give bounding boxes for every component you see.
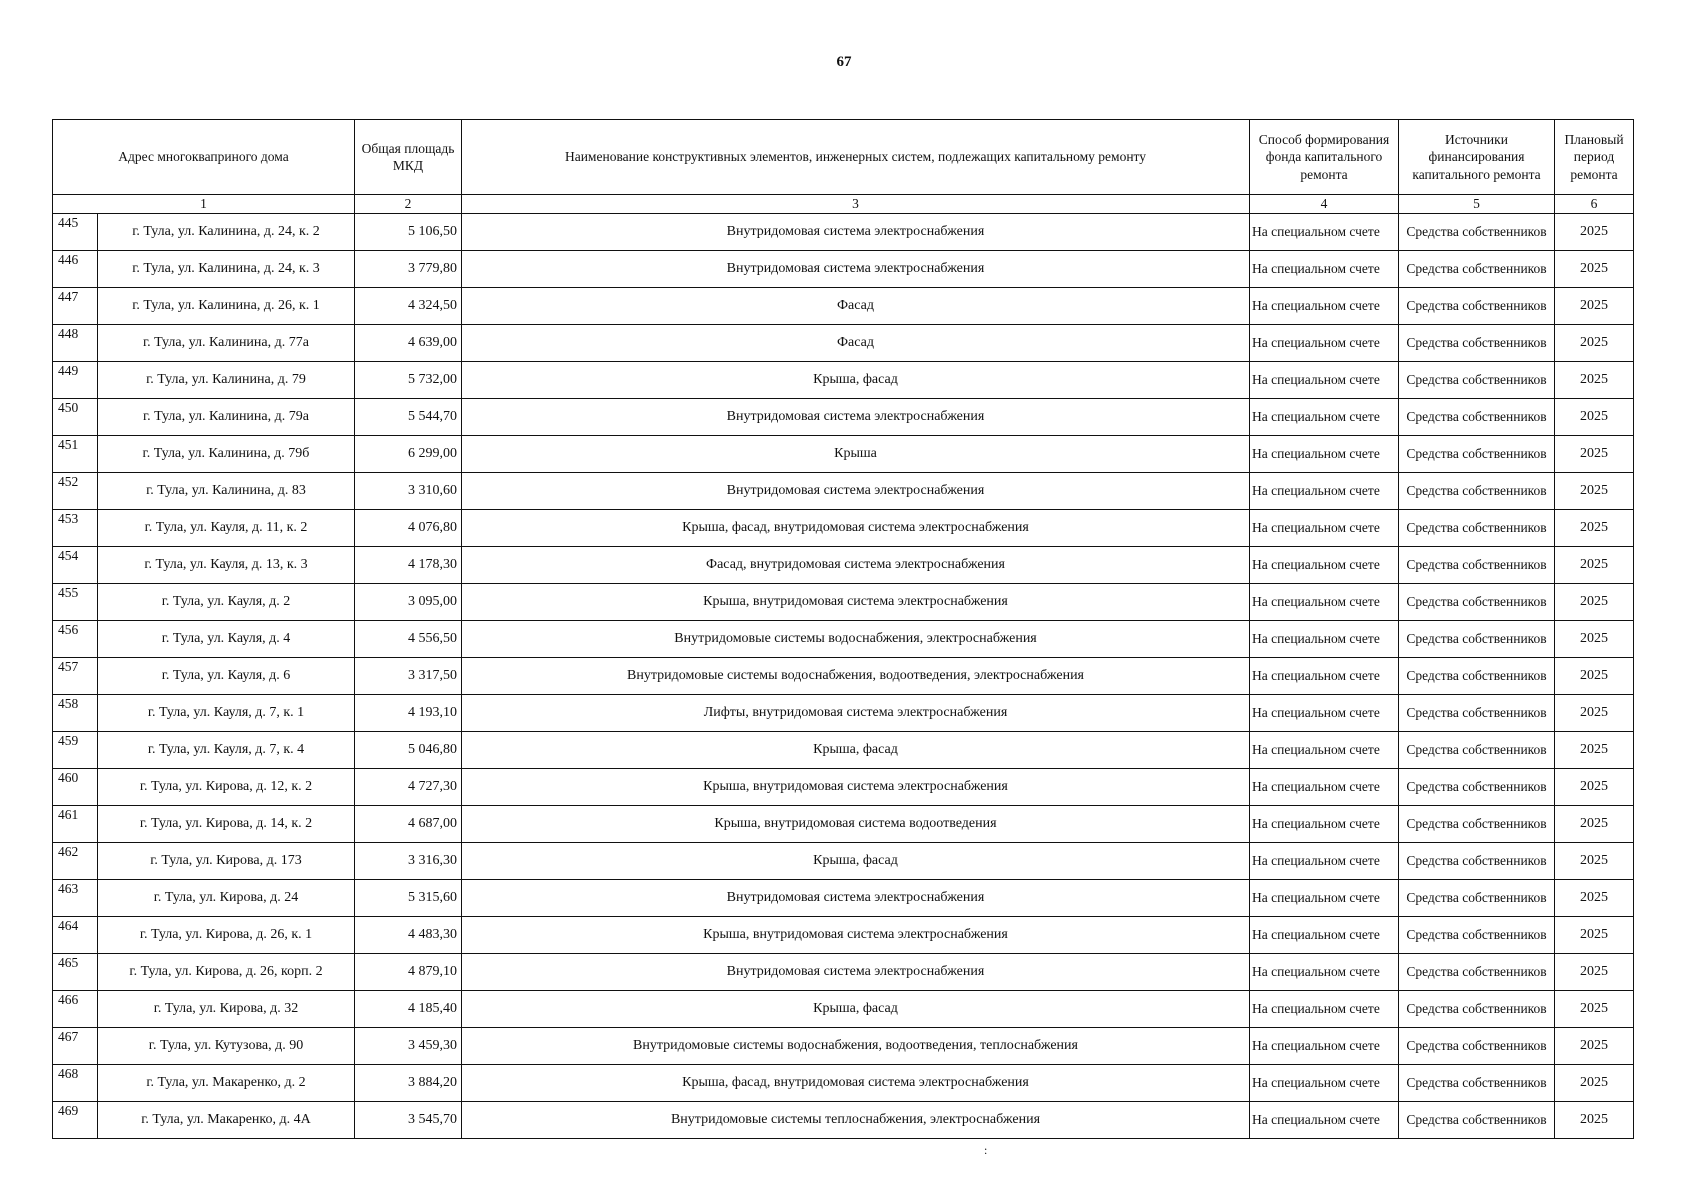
row-number: 467 <box>53 1028 98 1065</box>
row-number: 460 <box>53 769 98 806</box>
table-row <box>53 1065 1634 1102</box>
area-cell: 5 046,80 <box>355 732 462 769</box>
elements-cell: Внутридомовые системы водоснабжения, водоотведения, электроснабжения <box>462 658 1250 695</box>
funding-source-cell: Средства собственников <box>1399 362 1555 399</box>
period-cell: 2025 <box>1555 399 1634 436</box>
column-number: 4 <box>1250 195 1399 214</box>
elements-cell: Внутридомовые системы водоснабжения, водоотведения, теплоснабжения <box>462 1028 1250 1065</box>
address-cell: г. Тула, ул. Калинина, д. 79 <box>98 362 355 399</box>
funding-source-cell: Средства собственников <box>1399 917 1555 954</box>
area-cell: 4 185,40 <box>355 991 462 1028</box>
row-number: 447 <box>53 288 98 325</box>
column-number: 6 <box>1555 195 1634 214</box>
table-row <box>53 288 1634 325</box>
elements-cell: Крыша, фасад <box>462 732 1250 769</box>
funding-method-cell: На специальном счете <box>1250 1028 1399 1065</box>
elements-cell: Внутридомовая система электроснабжения <box>462 251 1250 288</box>
table-row <box>53 325 1634 362</box>
funding-source-cell: Средства собственников <box>1399 288 1555 325</box>
funding-method-cell: На специальном счете <box>1250 436 1399 473</box>
period-cell: 2025 <box>1555 325 1634 362</box>
address-cell: г. Тула, ул. Кауля, д. 7, к. 4 <box>98 732 355 769</box>
row-number: 459 <box>53 732 98 769</box>
address-cell: г. Тула, ул. Макаренко, д. 2 <box>98 1065 355 1102</box>
area-cell: 4 879,10 <box>355 954 462 991</box>
area-cell: 4 193,10 <box>355 695 462 732</box>
column-number: 1 <box>53 195 355 214</box>
funding-method-cell: На специальном счете <box>1250 1065 1399 1102</box>
column-number: 3 <box>462 195 1250 214</box>
elements-cell: Фасад <box>462 325 1250 362</box>
period-cell: 2025 <box>1555 1102 1634 1139</box>
table-row <box>53 399 1634 436</box>
address-cell: г. Тула, ул. Кирова, д. 14, к. 2 <box>98 806 355 843</box>
funding-method-cell: На специальном счете <box>1250 584 1399 621</box>
funding-method-cell: На специальном счете <box>1250 473 1399 510</box>
funding-method-cell: На специальном счете <box>1250 251 1399 288</box>
column-number-row <box>53 195 1634 214</box>
elements-cell: Внутридомовые системы теплоснабжения, электроснабжения <box>462 1102 1250 1139</box>
address-cell: г. Тула, ул. Кауля, д. 7, к. 1 <box>98 695 355 732</box>
funding-method-cell: На специальном счете <box>1250 769 1399 806</box>
header-row <box>53 120 1634 195</box>
elements-cell: Лифты, внутридомовая система электроснабжения <box>462 695 1250 732</box>
elements-cell: Фасад <box>462 288 1250 325</box>
address-cell: г. Тула, ул. Кауля, д. 13, к. 3 <box>98 547 355 584</box>
table-row <box>53 732 1634 769</box>
funding-source-cell: Средства собственников <box>1399 251 1555 288</box>
row-number: 461 <box>53 806 98 843</box>
funding-source-cell: Средства собственников <box>1399 399 1555 436</box>
funding-source-cell: Средства собственников <box>1399 547 1555 584</box>
funding-source-cell: Средства собственников <box>1399 880 1555 917</box>
row-number: 452 <box>53 473 98 510</box>
table-row <box>53 547 1634 584</box>
table-row <box>53 880 1634 917</box>
elements-cell: Крыша, фасад <box>462 991 1250 1028</box>
funding-method-cell: На специальном счете <box>1250 806 1399 843</box>
row-number: 454 <box>53 547 98 584</box>
area-cell: 3 459,30 <box>355 1028 462 1065</box>
area-cell: 4 639,00 <box>355 325 462 362</box>
elements-cell: Крыша, фасад <box>462 362 1250 399</box>
period-cell: 2025 <box>1555 806 1634 843</box>
elements-cell: Крыша, фасад, внутридомовая система электроснабжения <box>462 1065 1250 1102</box>
period-cell: 2025 <box>1555 1028 1634 1065</box>
funding-source-cell: Средства собственников <box>1399 954 1555 991</box>
address-cell: г. Тула, ул. Калинина, д. 79б <box>98 436 355 473</box>
funding-source-cell: Средства собственников <box>1399 732 1555 769</box>
period-cell: 2025 <box>1555 436 1634 473</box>
funding-source-cell: Средства собственников <box>1399 1065 1555 1102</box>
header-method: Способ формирования фонда капитального ремонта <box>1250 120 1399 195</box>
address-cell: г. Тула, ул. Кауля, д. 2 <box>98 584 355 621</box>
area-cell: 4 727,30 <box>355 769 462 806</box>
period-cell: 2025 <box>1555 880 1634 917</box>
table-row <box>53 769 1634 806</box>
table-row <box>53 584 1634 621</box>
table-row <box>53 991 1634 1028</box>
address-cell: г. Тула, ул. Кирова, д. 12, к. 2 <box>98 769 355 806</box>
column-number: 5 <box>1399 195 1555 214</box>
table-row <box>53 954 1634 991</box>
funding-method-cell: На специальном счете <box>1250 399 1399 436</box>
period-cell: 2025 <box>1555 362 1634 399</box>
table-row <box>53 214 1634 251</box>
area-cell: 4 076,80 <box>355 510 462 547</box>
header-sources: Источники финансирования капитального ремонта <box>1399 120 1555 195</box>
area-cell: 4 324,50 <box>355 288 462 325</box>
address-cell: г. Тула, ул. Калинина, д. 24, к. 3 <box>98 251 355 288</box>
funding-source-cell: Средства собственников <box>1399 621 1555 658</box>
elements-cell: Крыша, внутридомовая система электроснабжения <box>462 917 1250 954</box>
elements-cell: Крыша, фасад <box>462 843 1250 880</box>
address-cell: г. Тула, ул. Кутузова, д. 90 <box>98 1028 355 1065</box>
area-cell: 3 316,30 <box>355 843 462 880</box>
funding-source-cell: Средства собственников <box>1399 214 1555 251</box>
table-row <box>53 251 1634 288</box>
header-elements: Наименование конструктивных элементов, инженерных систем, подлежащих капитальному ремонту <box>462 120 1250 195</box>
table-row <box>53 473 1634 510</box>
period-cell: 2025 <box>1555 843 1634 880</box>
row-number: 469 <box>53 1102 98 1139</box>
table-row <box>53 917 1634 954</box>
period-cell: 2025 <box>1555 1065 1634 1102</box>
funding-method-cell: На специальном счете <box>1250 991 1399 1028</box>
row-number: 463 <box>53 880 98 917</box>
row-number: 448 <box>53 325 98 362</box>
address-cell: г. Тула, ул. Калинина, д. 26, к. 1 <box>98 288 355 325</box>
period-cell: 2025 <box>1555 732 1634 769</box>
row-number: 446 <box>53 251 98 288</box>
area-cell: 3 310,60 <box>355 473 462 510</box>
header-area: Общая площадь МКД <box>355 120 462 195</box>
period-cell: 2025 <box>1555 917 1634 954</box>
funding-source-cell: Средства собственников <box>1399 991 1555 1028</box>
area-cell: 4 178,30 <box>355 547 462 584</box>
funding-source-cell: Средства собственников <box>1399 1102 1555 1139</box>
address-cell: г. Тула, ул. Калинина, д. 83 <box>98 473 355 510</box>
period-cell: 2025 <box>1555 214 1634 251</box>
row-number: 450 <box>53 399 98 436</box>
funding-source-cell: Средства собственников <box>1399 510 1555 547</box>
funding-source-cell: Средства собственников <box>1399 695 1555 732</box>
address-cell: г. Тула, ул. Кауля, д. 11, к. 2 <box>98 510 355 547</box>
table-row <box>53 843 1634 880</box>
funding-source-cell: Средства собственников <box>1399 769 1555 806</box>
area-cell: 4 483,30 <box>355 917 462 954</box>
address-cell: г. Тула, ул. Калинина, д. 24, к. 2 <box>98 214 355 251</box>
address-cell: г. Тула, ул. Кауля, д. 4 <box>98 621 355 658</box>
elements-cell: Фасад, внутридомовая система электроснабжения <box>462 547 1250 584</box>
area-cell: 4 556,50 <box>355 621 462 658</box>
elements-cell: Внутридомовая система электроснабжения <box>462 473 1250 510</box>
elements-cell: Крыша, внутридомовая система водоотведения <box>462 806 1250 843</box>
period-cell: 2025 <box>1555 510 1634 547</box>
funding-method-cell: На специальном счете <box>1250 1102 1399 1139</box>
row-number: 456 <box>53 621 98 658</box>
repair-schedule-table <box>52 119 1634 1139</box>
address-cell: г. Тула, ул. Калинина, д. 79а <box>98 399 355 436</box>
elements-cell: Внутридомовая система электроснабжения <box>462 214 1250 251</box>
funding-method-cell: На специальном счете <box>1250 954 1399 991</box>
elements-cell: Внутридомовая система электроснабжения <box>462 399 1250 436</box>
address-cell: г. Тула, ул. Кирова, д. 24 <box>98 880 355 917</box>
area-cell: 5 315,60 <box>355 880 462 917</box>
table-row <box>53 806 1634 843</box>
row-number: 445 <box>53 214 98 251</box>
elements-cell: Внутридомовая система электроснабжения <box>462 954 1250 991</box>
address-cell: г. Тула, ул. Кирова, д. 26, корп. 2 <box>98 954 355 991</box>
area-cell: 3 095,00 <box>355 584 462 621</box>
address-cell: г. Тула, ул. Калинина, д. 77а <box>98 325 355 362</box>
funding-method-cell: На специальном счете <box>1250 917 1399 954</box>
period-cell: 2025 <box>1555 695 1634 732</box>
elements-cell: Внутридомовые системы водоснабжения, электроснабжения <box>462 621 1250 658</box>
funding-source-cell: Средства собственников <box>1399 473 1555 510</box>
period-cell: 2025 <box>1555 251 1634 288</box>
area-cell: 5 544,70 <box>355 399 462 436</box>
row-number: 466 <box>53 991 98 1028</box>
period-cell: 2025 <box>1555 473 1634 510</box>
elements-cell: Крыша, внутридомовая система электроснабжения <box>462 769 1250 806</box>
address-cell: г. Тула, ул. Макаренко, д. 4А <box>98 1102 355 1139</box>
table-row <box>53 1102 1634 1139</box>
period-cell: 2025 <box>1555 621 1634 658</box>
row-number: 458 <box>53 695 98 732</box>
funding-method-cell: На специальном счете <box>1250 658 1399 695</box>
elements-cell: Крыша, внутридомовая система электроснабжения <box>462 584 1250 621</box>
row-number: 468 <box>53 1065 98 1102</box>
column-number: 2 <box>355 195 462 214</box>
funding-method-cell: На специальном счете <box>1250 621 1399 658</box>
area-cell: 3 317,50 <box>355 658 462 695</box>
row-number: 462 <box>53 843 98 880</box>
address-cell: г. Тула, ул. Кирова, д. 32 <box>98 991 355 1028</box>
table-row <box>53 695 1634 732</box>
table-row <box>53 658 1634 695</box>
address-cell: г. Тула, ул. Кирова, д. 173 <box>98 843 355 880</box>
funding-method-cell: На специальном счете <box>1250 547 1399 584</box>
row-number: 457 <box>53 658 98 695</box>
area-cell: 5 732,00 <box>355 362 462 399</box>
funding-method-cell: На специальном счете <box>1250 510 1399 547</box>
address-cell: г. Тула, ул. Кирова, д. 26, к. 1 <box>98 917 355 954</box>
header-address: Адрес многокваприного дома <box>53 120 355 195</box>
table-row <box>53 510 1634 547</box>
period-cell: 2025 <box>1555 769 1634 806</box>
funding-source-cell: Средства собственников <box>1399 843 1555 880</box>
area-cell: 4 687,00 <box>355 806 462 843</box>
funding-method-cell: На специальном счете <box>1250 880 1399 917</box>
row-number: 449 <box>53 362 98 399</box>
period-cell: 2025 <box>1555 584 1634 621</box>
table-row <box>53 1028 1634 1065</box>
funding-method-cell: На специальном счете <box>1250 695 1399 732</box>
area-cell: 3 779,80 <box>355 251 462 288</box>
row-number: 451 <box>53 436 98 473</box>
elements-cell: Крыша <box>462 436 1250 473</box>
funding-method-cell: На специальном счете <box>1250 325 1399 362</box>
period-cell: 2025 <box>1555 991 1634 1028</box>
elements-cell: Внутридомовая система электроснабжения <box>462 880 1250 917</box>
table-row <box>53 362 1634 399</box>
area-cell: 3 884,20 <box>355 1065 462 1102</box>
page-number: 67 <box>836 54 852 70</box>
funding-source-cell: Средства собственников <box>1399 658 1555 695</box>
row-number: 453 <box>53 510 98 547</box>
header-period: Плановый период ремонта <box>1555 120 1634 195</box>
funding-source-cell: Средства собственников <box>1399 584 1555 621</box>
period-cell: 2025 <box>1555 547 1634 584</box>
footer-mark: : <box>984 1143 988 1157</box>
period-cell: 2025 <box>1555 288 1634 325</box>
funding-method-cell: На специальном счете <box>1250 843 1399 880</box>
table-row <box>53 621 1634 658</box>
area-cell: 5 106,50 <box>355 214 462 251</box>
period-cell: 2025 <box>1555 658 1634 695</box>
funding-method-cell: На специальном счете <box>1250 362 1399 399</box>
row-number: 464 <box>53 917 98 954</box>
area-cell: 3 545,70 <box>355 1102 462 1139</box>
funding-source-cell: Средства собственников <box>1399 1028 1555 1065</box>
funding-source-cell: Средства собственников <box>1399 325 1555 362</box>
funding-method-cell: На специальном счете <box>1250 732 1399 769</box>
funding-method-cell: На специальном счете <box>1250 214 1399 251</box>
row-number: 455 <box>53 584 98 621</box>
address-cell: г. Тула, ул. Кауля, д. 6 <box>98 658 355 695</box>
funding-source-cell: Средства собственников <box>1399 436 1555 473</box>
table-row <box>53 436 1634 473</box>
funding-source-cell: Средства собственников <box>1399 806 1555 843</box>
row-number: 465 <box>53 954 98 991</box>
area-cell: 6 299,00 <box>355 436 462 473</box>
period-cell: 2025 <box>1555 954 1634 991</box>
funding-method-cell: На специальном счете <box>1250 288 1399 325</box>
elements-cell: Крыша, фасад, внутридомовая система электроснабжения <box>462 510 1250 547</box>
